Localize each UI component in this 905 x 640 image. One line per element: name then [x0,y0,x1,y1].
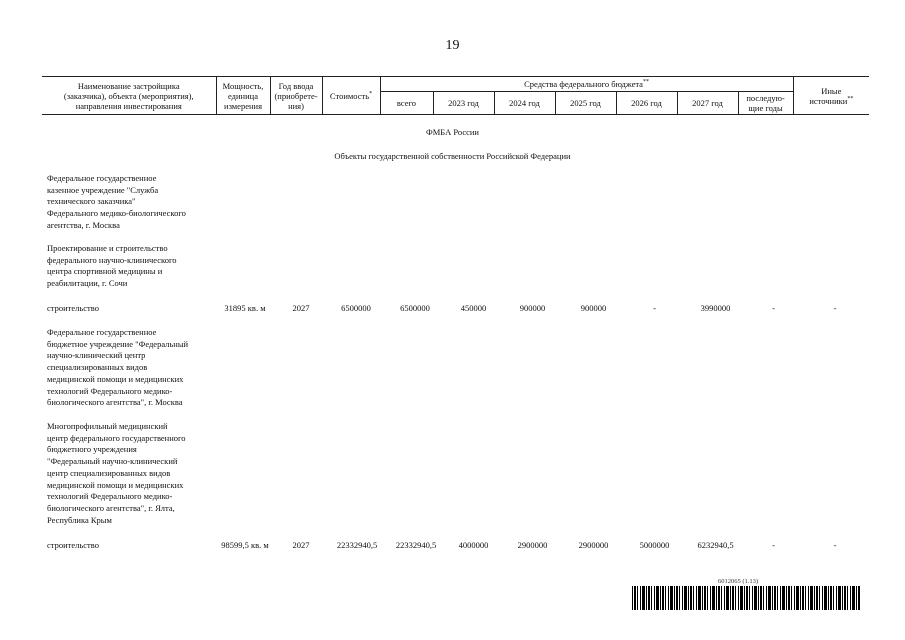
org-block-1: Федеральное государственное казенное учреждение "Служба технического заказчика" Федерального медико-биологического агентства, г. Москва [47,173,186,230]
row-later: - [772,540,775,550]
row-year: 2027 [292,303,310,313]
row-2026: 5000000 [639,540,670,550]
table-row [0,540,905,552]
row-2024: 900000 [519,303,546,313]
section-agency: ФМБА России [426,127,479,137]
header-other-sources: Иные источники** [793,77,869,115]
header-2023: 2023 год [433,92,494,115]
header-name: Наименование застройщика (заказчика), объекта (мероприятия), направления инвестирования [63,80,194,111]
header-later-years: последую- щие годы [738,92,793,115]
row-2025: 900000 [580,303,607,313]
row-other: - [833,540,837,550]
row-2027: 6232940,5 [697,540,734,550]
header-total: всего [380,92,433,115]
row-label: строительство [47,303,99,313]
table-header [42,76,869,115]
row-2023: 450000 [460,303,487,313]
row-total: 22332940,5 [395,540,437,550]
row-capacity: 98599,5 кв. м [221,540,269,550]
row-2027: 3990000 [700,303,731,313]
document-code: 6012065 (1.13) [718,578,759,585]
row-label: строительство [47,540,99,550]
section-property: Объекты государственной собственности Российской Федерации [334,151,571,161]
header-cost: Стоимость* [322,77,380,115]
page-number: 19 [445,38,460,53]
row-2023: 4000000 [458,540,489,550]
row-capacity: 31895 кв. м [224,303,266,313]
header-2026: 2026 год [616,92,677,115]
project-block-2: Многопрофильный медицинский центр федерального государственного бюджетного учреждения "Федеральный научно-клинический центр специализированных видов медицинской помощи и медицинских технологий Федерального медико- биологического агентства", г. Ялта, Республика Крым [47,421,186,525]
project-block-1: Проектирование и строительство федерального научно-клинического центра спортивной медицины и реабилитации, г. Сочи [47,243,177,289]
row-2024: 2900000 [517,540,548,550]
table-row [0,303,905,315]
row-total: 6500000 [400,303,430,313]
row-cost: 22332940,5 [336,540,378,550]
header-federal-budget: Средства федерального бюджета** [380,77,793,92]
header-2027: 2027 год [677,92,738,115]
org-block-2: Федеральное государственное бюджетное учреждение "Федеральный научно-клинический центр специализированных видов медицинской помощи и медицинских технологий Федерального медико- биологического агентства", г. Москва [47,327,189,408]
row-year: 2027 [292,540,310,550]
header-2025: 2025 год [555,92,616,115]
header-2024: 2024 год [494,92,555,115]
header-year: Год ввода (приобрете- ния) [270,77,322,115]
row-cost: 6500000 [341,303,371,313]
row-2026: - [653,303,656,313]
header-capacity: Мощность, единица измерения [216,77,270,115]
row-other: - [833,303,837,313]
row-later: - [772,303,775,313]
barcode-icon [632,586,860,610]
row-2025: 2900000 [578,540,609,550]
